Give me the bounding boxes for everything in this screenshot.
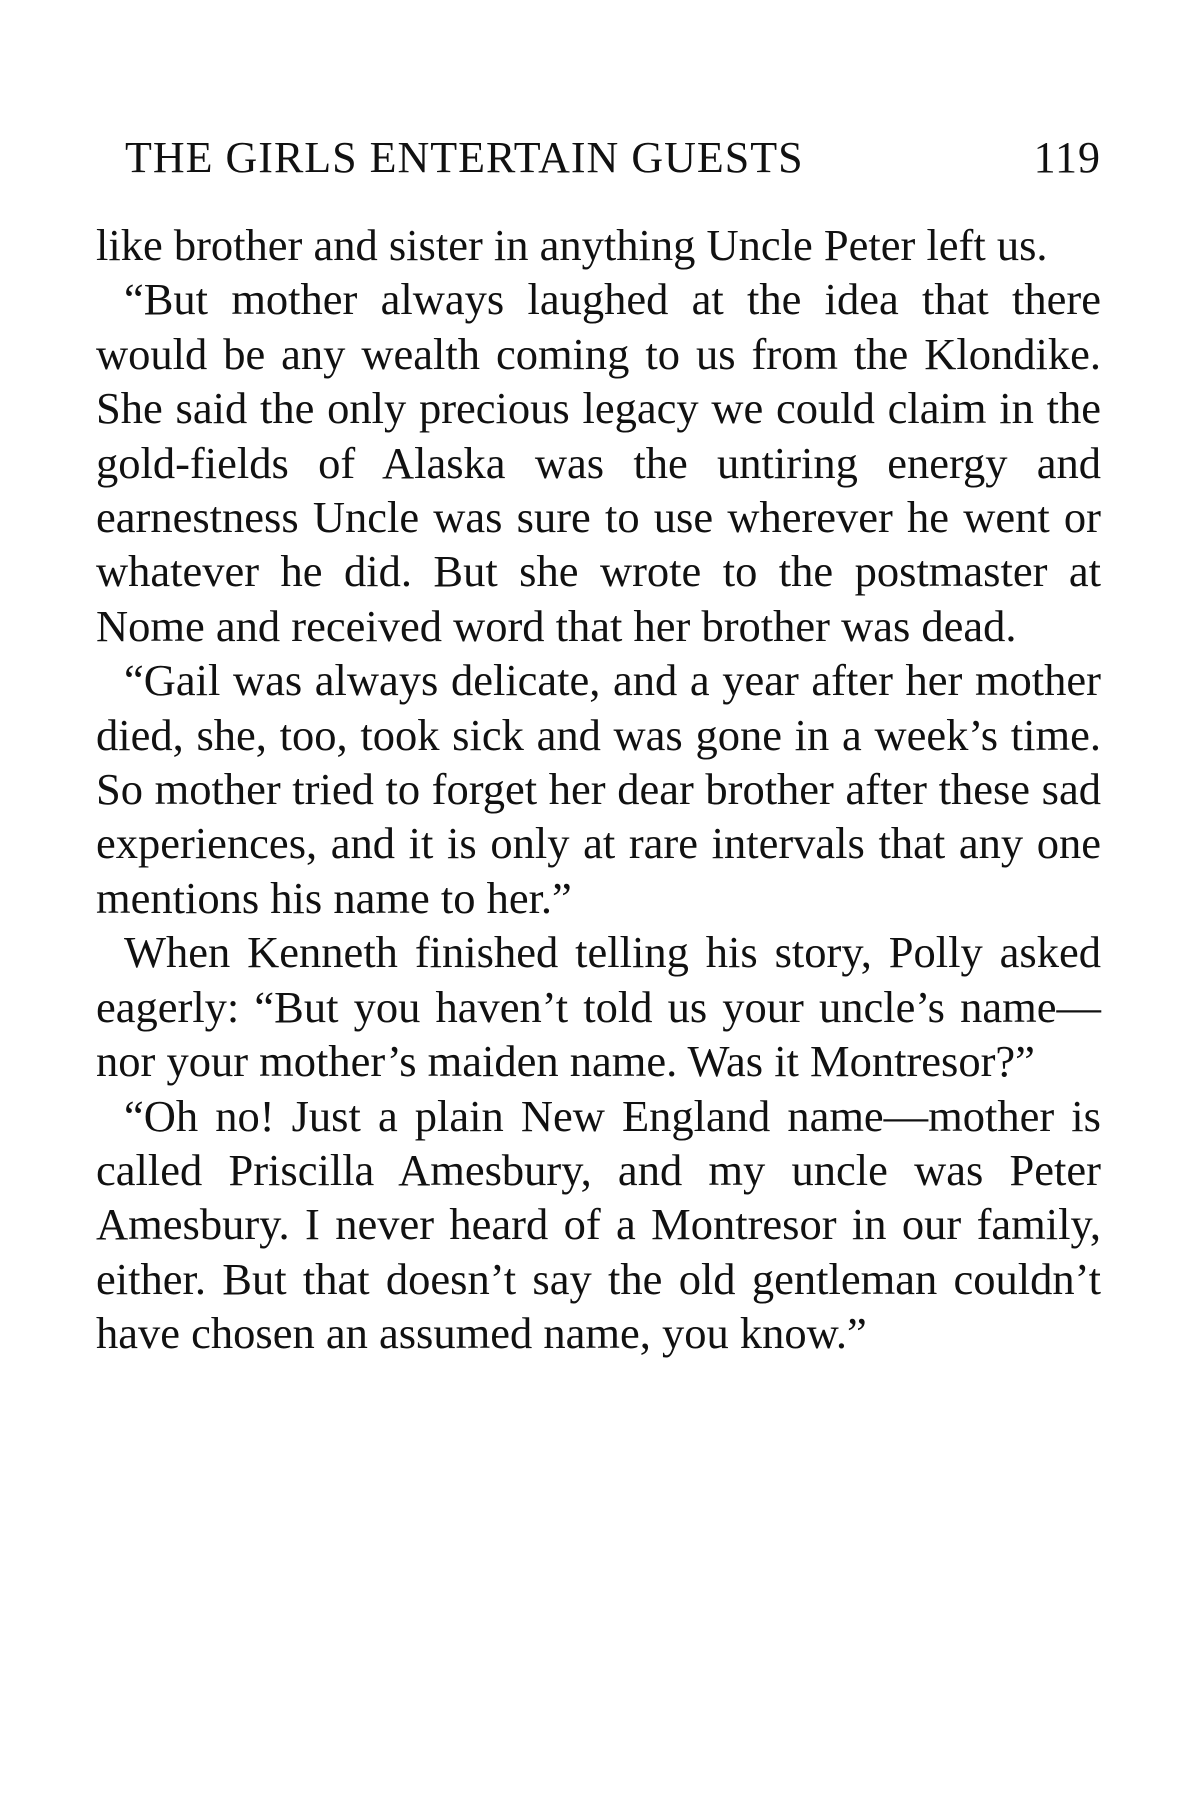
paragraph-continuation: like brother and sister in anything Uncle Peter left us. — [96, 220, 1048, 270]
paragraph-kenneth-answer: “Oh no! Just a plain New England name—mother is called Priscilla Amesbury, and my uncle was Peter Amesbury. I never heard of a Montresor in our family, either. But that doesn’t say the old gentleman couldn’t have chosen an assumed name, you know.” — [96, 1090, 1101, 1359]
body-text — [96, 218, 1101, 1361]
chapter-title: THE GIRLS ENTERTAIN GUESTS — [125, 133, 804, 182]
page-number: 119 — [1033, 133, 1101, 182]
paragraph-polly-question: When Kenneth finished telling his story, Polly asked eagerly: “But you haven’t told us your uncle’s name—nor your mother’s maiden name. Was it Montresor?” — [96, 927, 1101, 1087]
paragraph-mother-legacy: “But mother always laughed at the idea that there would be any wealth coming to us from the Klondike. She said the only precious legacy we could claim in the gold-fields of Alaska was the untiring energy and earnestness Uncle was sure to use wherever he went or whatever he did. But she wrote to the postmaster at Nome and received word that her brother was dead. — [96, 274, 1101, 651]
paragraph-gail: “Gail was always delicate, and a year after her mother died, she, too, took sick and was gone in a week’s time. So mother tried to forget her dear brother after these sad experiences, and it is only at rare intervals that any one mentions his name to her.” — [96, 655, 1101, 923]
running-head — [125, 128, 1101, 188]
